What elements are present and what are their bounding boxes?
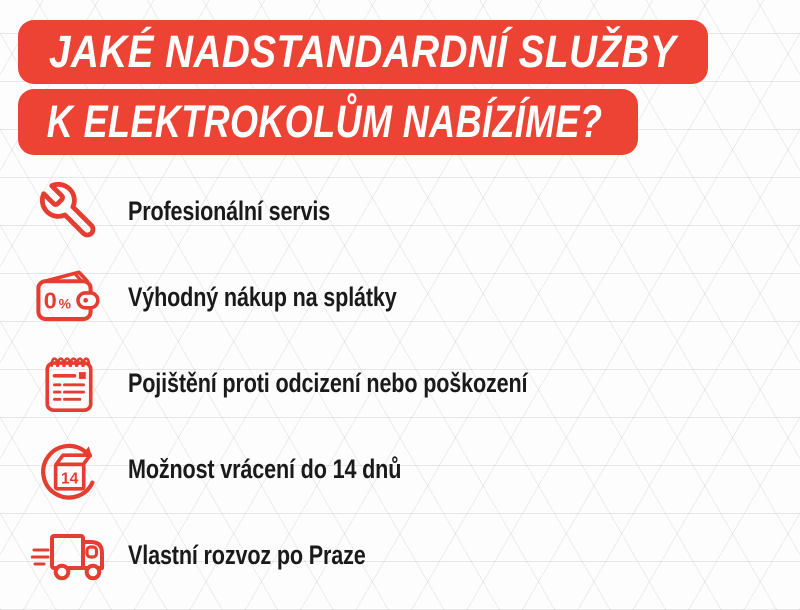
return-14-days-icon [30,433,108,505]
service-label: Výhodný nákup na splátky [128,281,397,312]
zero-percent-sign: % [58,295,72,312]
service-label: Pojištění proti odcizení nebo poškození [128,367,528,398]
fourteen-days-number: 14 [60,470,79,488]
service-label: Profesionální servis [128,195,331,226]
wrench-icon [30,179,108,243]
zero-percent-number: 0 [43,287,57,314]
notepad-insurance-icon [30,351,108,415]
delivery-truck-icon [30,526,108,584]
list-item [30,512,800,598]
list-item [30,340,800,426]
headline-banner-line1 [18,20,708,84]
headline-banner-line2 [18,89,638,155]
services-list [30,168,800,598]
list-item [30,254,800,340]
headline-text-line2: K ELEKTROKOLŮM NABÍZÍME? [46,96,603,147]
list-item [30,168,800,254]
wallet-installments-icon [30,268,108,326]
headline-text-line1: JAKÉ NADSTANDARDNÍ SLUŽBY [48,26,677,77]
service-label: Možnost vrácení do 14 dnů [128,453,402,484]
service-label: Vlastní rozvoz po Praze [128,539,366,570]
list-item [30,426,800,512]
